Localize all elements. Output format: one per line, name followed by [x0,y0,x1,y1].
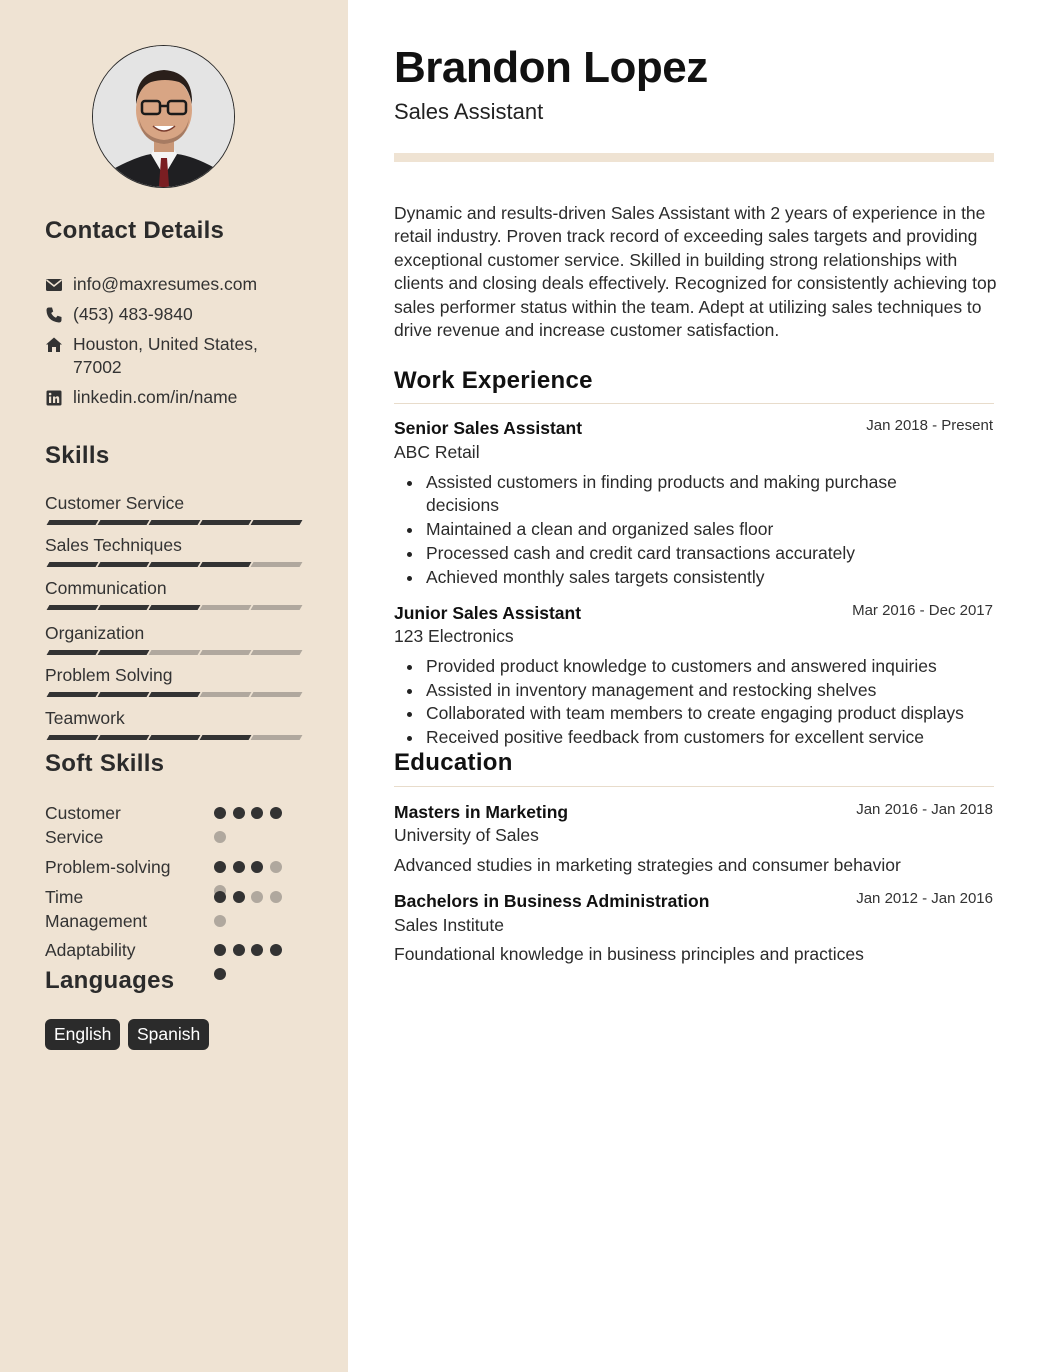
skill-level-segment [200,520,252,525]
skill-level-bar [45,520,303,525]
candidate-name: Brandon Lopez [394,43,708,92]
skill-level-segment [149,692,201,697]
skill-level-segment [251,520,303,525]
degree-title: Masters in Marketing [394,802,569,822]
soft-skill-name: Time Management [45,887,148,931]
linkedin-icon [45,389,63,407]
job-dates: Mar 2016 - Dec 2017 [852,602,993,619]
summary-text: Dynamic and results-driven Sales Assistant with 2 years of experience in the retail industry. Proven track record of exceeding sales targets and providing exceptional customer service. Skilled in building strong relationships with clients and closing deals effectively. Recognized for consistently achieving top sales performer status within the team. Adept at utilizing sales techniques to drive revenue and increase customer satisfaction. [394,203,997,341]
skill-name: Customer Service [45,493,185,513]
job-company: 123 Electronics [394,626,514,646]
rating-dot [233,891,245,903]
rating-dot [214,915,226,927]
skill-level-segment [251,650,303,655]
profile-photo-icon [93,46,235,188]
skill-name: Communication [45,578,167,598]
rating-dot [233,861,245,873]
avatar [92,45,235,188]
rating-dot [251,861,263,873]
degree-description: Advanced studies in marketing strategies and consumer behavior [394,855,901,875]
job-title: Junior Sales Assistant [394,603,582,623]
skill-level-bar [45,692,303,697]
skill-level-segment [200,692,252,697]
school-name: University of Sales [394,825,539,845]
list-item: Received positive feedback from customers for excellent service [394,726,994,749]
skill-level-segment [98,692,150,697]
job-bullets [394,655,994,750]
skill-level-segment [200,735,252,740]
rating-dot [214,807,226,819]
skill-level-segment [251,735,303,740]
job-title: Senior Sales Assistant [394,418,583,438]
language-tag: English [45,1019,120,1050]
list-item: Achieved monthly sales targets consistently [394,566,954,589]
skill-level-segment [47,735,99,740]
list-item: Processed cash and credit card transactions accurately [394,542,954,565]
skill-level-bar [45,605,303,610]
rating-dot [233,807,245,819]
school-name: Sales Institute [394,915,504,935]
list-item: Provided product knowledge to customers and answered inquiries [394,655,994,678]
skill-level-segment [149,735,201,740]
job-bullets [394,471,954,589]
soft-skills-heading: Soft Skills [45,750,165,777]
skill-level-segment [200,650,252,655]
rating-dot [251,807,263,819]
language-tag: Spanish [128,1019,209,1050]
skill-level-segment [98,520,150,525]
degree-dates: Jan 2016 - Jan 2018 [856,801,993,818]
list-item: Collaborated with team members to create engaging product displays [394,702,994,725]
skill-level-bar [45,650,303,655]
skill-level-segment [149,562,201,567]
skill-name: Sales Techniques [45,535,182,555]
degree-description: Foundational knowledge in business principles and practices [394,944,864,964]
rating-dot [214,861,226,873]
skill-level-segment [47,650,99,655]
accent-divider [394,153,994,162]
skill-name: Problem Solving [45,665,173,685]
rating-dot [251,891,263,903]
rating-dot [270,861,282,873]
skill-item [45,665,305,689]
email-text: info@maxresumes.com [73,274,258,294]
rating-dot [270,944,282,956]
rating-dot [270,807,282,819]
address-text: Houston, United States, 77002 [73,334,258,377]
skill-level-segment [200,605,252,610]
skill-level-segment [200,562,252,567]
soft-skill-name: Customer Service [45,803,121,847]
skill-level-segment [47,520,99,525]
rating-dot [251,944,263,956]
skills-heading: Skills [45,442,110,469]
list-item: Assisted customers in finding products and making purchase decisions [394,471,954,518]
skill-level-segment [47,605,99,610]
work-heading: Work Experience [394,367,593,394]
skill-item [45,623,305,647]
linkedin-text: linkedin.com/in/name [73,387,238,407]
main-content [348,0,1040,1372]
skill-level-segment [47,562,99,567]
job-company: ABC Retail [394,442,480,462]
rating-dot [214,891,226,903]
skill-level-segment [149,520,201,525]
skill-level-segment [251,692,303,697]
home-icon [45,336,63,354]
education-divider [394,786,994,787]
skill-level-segment [98,562,150,567]
phone-icon [45,306,63,324]
soft-skill-name: Problem-solving [45,857,171,877]
envelope-icon [45,276,63,294]
skill-item [45,535,305,559]
skill-level-segment [98,605,150,610]
skill-level-segment [251,605,303,610]
skill-level-segment [149,605,201,610]
education-heading: Education [394,749,513,776]
soft-skill-name: Adaptability [45,940,136,960]
languages-heading: Languages [45,967,175,994]
degree-title: Bachelors in Business Administration [394,891,710,911]
contact-heading: Contact Details [45,217,225,244]
skill-level-segment [98,735,150,740]
skill-item [45,493,305,517]
skill-level-segment [47,692,99,697]
skill-level-bar [45,735,303,740]
work-divider [394,403,994,404]
candidate-title: Sales Assistant [394,99,544,124]
skill-level-bar [45,562,303,567]
job-dates: Jan 2018 - Present [866,417,993,434]
rating-dot [233,944,245,956]
rating-dot [270,891,282,903]
skill-name: Teamwork [45,708,125,728]
rating-dot [214,831,226,843]
list-item: Maintained a clean and organized sales floor [394,518,954,541]
sidebar [0,0,348,1372]
list-item: Assisted in inventory management and restocking shelves [394,679,994,702]
contact-address [45,333,295,381]
skill-item [45,708,305,732]
skill-level-segment [251,562,303,567]
skill-name: Organization [45,623,145,643]
rating-dot [214,968,226,980]
phone-text: (453) 483-9840 [73,304,193,324]
skill-level-segment [149,650,201,655]
skill-level-segment [98,650,150,655]
rating-dot [214,944,226,956]
degree-dates: Jan 2012 - Jan 2016 [856,890,993,907]
skill-item [45,578,305,602]
